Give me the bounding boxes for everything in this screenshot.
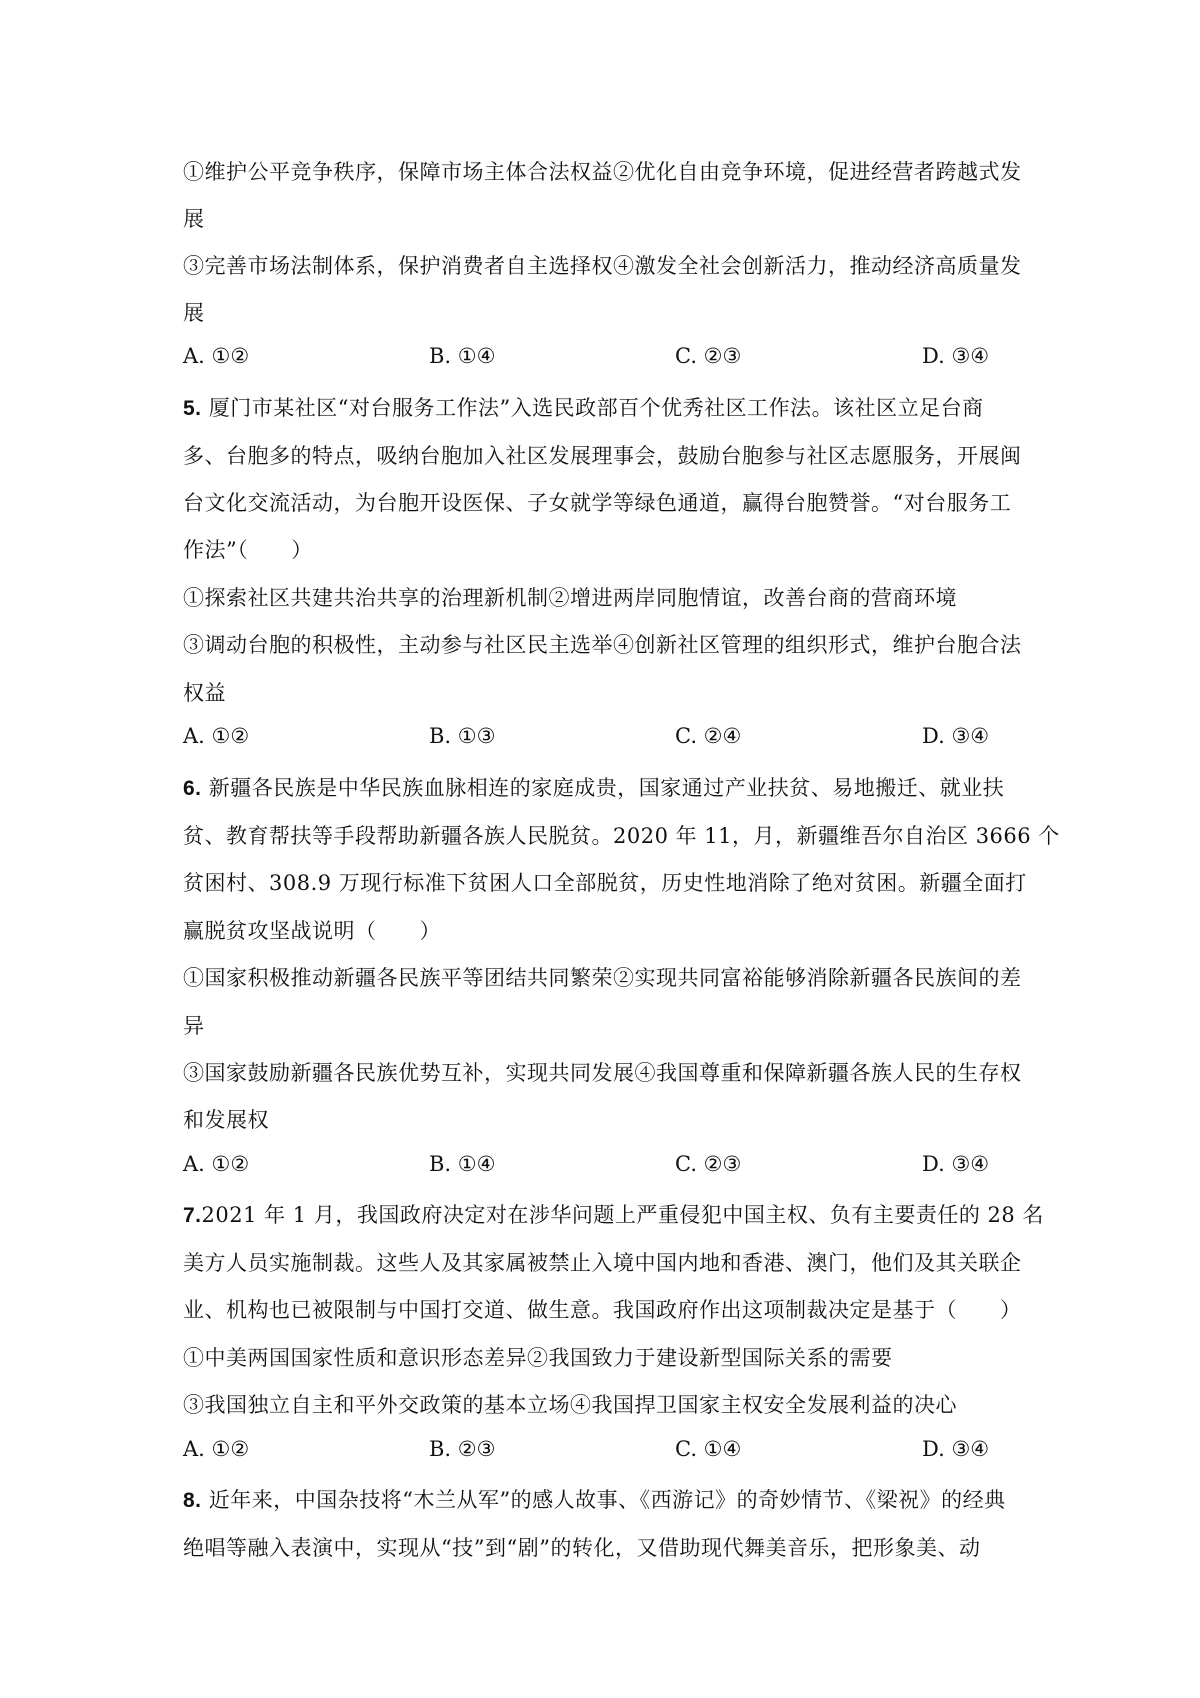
- q5-option-c[interactable]: C. ②④: [675, 724, 742, 748]
- q7-option-c[interactable]: C. ①④: [675, 1437, 742, 1461]
- q5-stem-line-2: 多、台胞多的特点，吸纳台胞加入社区发展理事会，鼓励台胞参与社区志愿服务，开展闽: [183, 444, 1022, 468]
- q5-number: 5.: [183, 397, 202, 420]
- q7-option-b[interactable]: B. ②③: [429, 1437, 496, 1461]
- q5-stem-line-1: 5. 厦门市某社区“对台服务工作法”入选民政部百个优秀社区工作法。该社区立足台商: [183, 396, 984, 420]
- q6-stem-line-1: 6. 新疆各民族是中华民族血脉相连的家庭成贵，国家通过产业扶贫、易地搬迁、就业扶: [183, 776, 1005, 800]
- q4-option-c[interactable]: C. ②③: [675, 344, 742, 368]
- q5-option-d[interactable]: D. ③④: [922, 724, 990, 748]
- q8-stem-line-2: 绝唱等融入表演中，实现从“技”到“剧”的转化，又借助现代舞美音乐，把形象美、动: [183, 1536, 981, 1560]
- q5-statement-2-cont: 权益: [183, 681, 226, 705]
- q8-number: 8.: [183, 1489, 202, 1512]
- q6-option-d[interactable]: D. ③④: [922, 1152, 990, 1176]
- q7-option-a[interactable]: A. ①②: [183, 1437, 250, 1461]
- q6-statement-2: ③国家鼓励新疆各民族优势互补，实现共同发展④我国尊重和保障新疆各族人民的生存权: [183, 1061, 1022, 1085]
- q6-option-b[interactable]: B. ①④: [429, 1152, 496, 1176]
- q6-statement-1-cont: 异: [183, 1014, 205, 1038]
- q6-stem-line-2: 贫、教育帮扶等手段帮助新疆各族人民脱贫。2020 年 11，月，新疆维吾尔自治区 3666 个: [183, 824, 1060, 848]
- q4-statement-1: ①维护公平竞争秩序，保障市场主体合法权益②优化自由竞争环境，促进经营者跨越式发: [183, 160, 1022, 184]
- q5-option-b[interactable]: B. ①③: [429, 724, 496, 748]
- q4-option-b[interactable]: B. ①④: [429, 344, 496, 368]
- q7-statement-2: ③我国独立自主和平外交政策的基本立场④我国捍卫国家主权安全发展利益的决心: [183, 1393, 957, 1417]
- q7-stem-line-2: 美方人员实施制裁。这些人及其家属被禁止入境中国内地和香港、澳门，他们及其关联企: [183, 1251, 1022, 1275]
- q8-stem-line-1: 8. 近年来，中国杂技将“木兰从军”的感人故事、《西游记》的奇妙情节、《梁祝》的经典: [183, 1488, 1006, 1512]
- q6-stem-line-3: 贫困村、308.9 万现行标准下贫困人口全部脱贫，历史性地消除了绝对贫困。新疆全面打: [183, 871, 1027, 895]
- q7-statement-1: ①中美两国国家性质和意识形态差异②我国致力于建设新型国际关系的需要: [183, 1346, 893, 1370]
- q4-statement-2: ③完善市场法制体系，保护消费者自主选择权④激发全社会创新活力，推动经济高质量发: [183, 254, 1022, 278]
- q6-stem-line-4: 赢脱贫攻坚战说明（ ）: [183, 919, 441, 943]
- q7-number: 7.: [183, 1204, 202, 1227]
- q6-statement-2-cont: 和发展权: [183, 1108, 269, 1132]
- q7-option-d[interactable]: D. ③④: [922, 1437, 990, 1461]
- q7-stem-line-1: 7.2021 年 1 月，我国政府决定对在涉华问题上严重侵犯中国主权、负有主要责任的 28 名: [183, 1203, 1044, 1227]
- q5-stem-line-4: 作法”（ ）: [183, 538, 313, 562]
- q6-option-a[interactable]: A. ①②: [183, 1152, 250, 1176]
- q6-number: 6.: [183, 777, 202, 800]
- q5-stem-line-3: 台文化交流活动，为台胞开设医保、子女就学等绿色通道，赢得台胞赞誉。“对台服务工: [183, 491, 1012, 515]
- q5-option-a[interactable]: A. ①②: [183, 724, 250, 748]
- q5-statement-2: ③调动台胞的积极性，主动参与社区民主选举④创新社区管理的组织形式，维护台胞合法: [183, 633, 1022, 657]
- q4-statement-2-cont: 展: [183, 301, 205, 325]
- q5-statement-1: ①探索社区共建共治共享的治理新机制②增进两岸同胞情谊，改善台商的营商环境: [183, 586, 957, 610]
- q6-statement-1: ①国家积极推动新疆各民族平等团结共同繁荣②实现共同富裕能够消除新疆各民族间的差: [183, 966, 1022, 990]
- q7-stem-line-3: 业、机构也已被限制与中国打交道、做生意。我国政府作出这项制裁决定是基于（ ）: [183, 1298, 1022, 1322]
- q6-option-c[interactable]: C. ②③: [675, 1152, 742, 1176]
- q4-statement-1-cont: 展: [183, 207, 205, 231]
- q4-option-d[interactable]: D. ③④: [922, 344, 990, 368]
- q4-option-a[interactable]: A. ①②: [183, 344, 250, 368]
